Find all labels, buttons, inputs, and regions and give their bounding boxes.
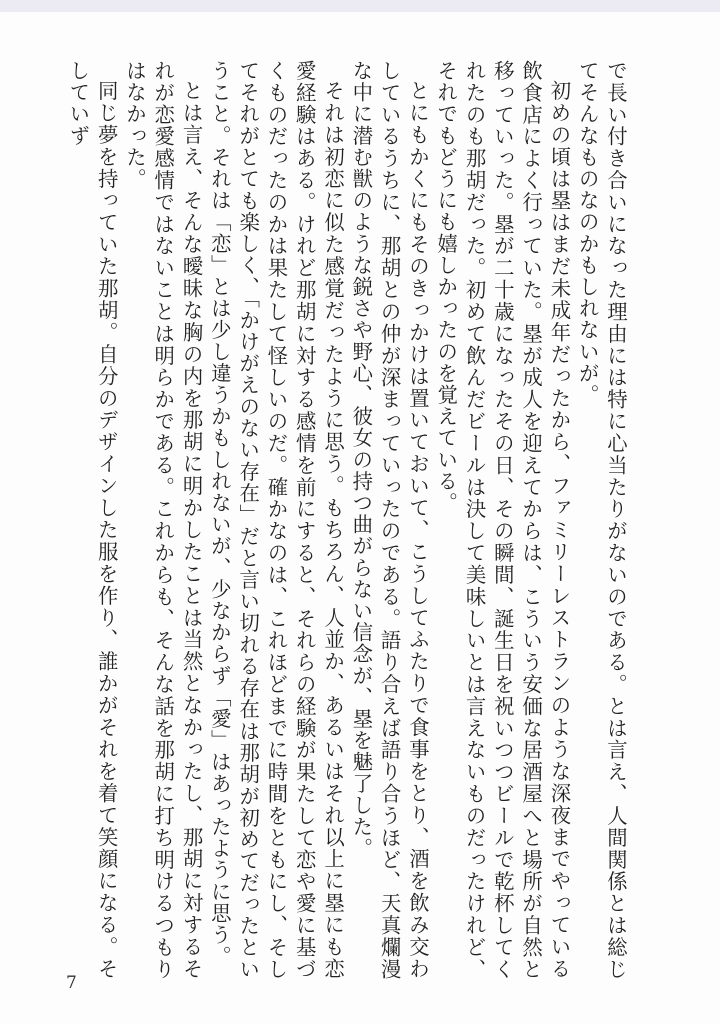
body-text	[66, 60, 630, 980]
paragraph-3: とにもかくにもそのきっかけは置いておいて、こうしてふたりで食事をとり、酒を飲み交わしているうちに、那胡との仲が深まっていったのである。語り合えば語り合うほど、天真爛漫な中に潜む獣のような鋭さや野心、彼女の持つ曲がらない信念が、塁を魅了した。	[349, 60, 430, 980]
paragraph-6: 同じ夢を持っていた那胡。自分のデザインした服を作り、誰かがそれを着て笑顔になる。そしていず	[66, 60, 119, 980]
paragraph-2: 初めの頃は塁はまだ未成年だったから、ファミリーレストランのような深夜までやっている飲食店によく行っていた。塁が成人を迎えてからは、こういう安価な居酒屋へと場所が自然と移っていった。塁が二十歳になったその日、その瞬間、誕生日を祝いつつビールで乾杯してくれたのも那胡だった。初めて飲んだビールは決して美味しいとは言えないものだったけれど、それでもどうにも嬉しかったのを覚えている。	[434, 60, 572, 980]
page-number: 7	[66, 973, 77, 993]
top-strip	[0, 0, 720, 12]
paragraph-5: とは言え、そんな曖昧な胸の内を那胡に明かしたことは当然となかったし、那胡に対するそれが恋愛感情ではないことは明らかである。これからも、そんな話を那胡に打ち明けるつもりはなかった。	[122, 60, 204, 980]
paragraph-1: で長い付き合いになった理由には特に心当たりがないのである。とは言え、人間関係とは総じてそんなものなのかもしれないが。	[575, 60, 628, 980]
paragraph-4: それは初恋に似た感覚だったように思う。もちろん、人並か、あるいはそれ以上に塁にも恋愛経験はある。けれど那胡に対する感情を前にすると、それらの経験が果たして恋や愛に基づくものだったのかは果たして怪しいのだ。確かなのは、これほどまでに時間をともにし、そしてそれがとても楽しく、「かけがえのない存在」だと言い切れる存在は那胡が初めてだったということ。それは「恋」とは少し違うかもしれないが、少なからず「愛」はあったように思う。	[207, 60, 346, 980]
book-page	[0, 12, 720, 1024]
